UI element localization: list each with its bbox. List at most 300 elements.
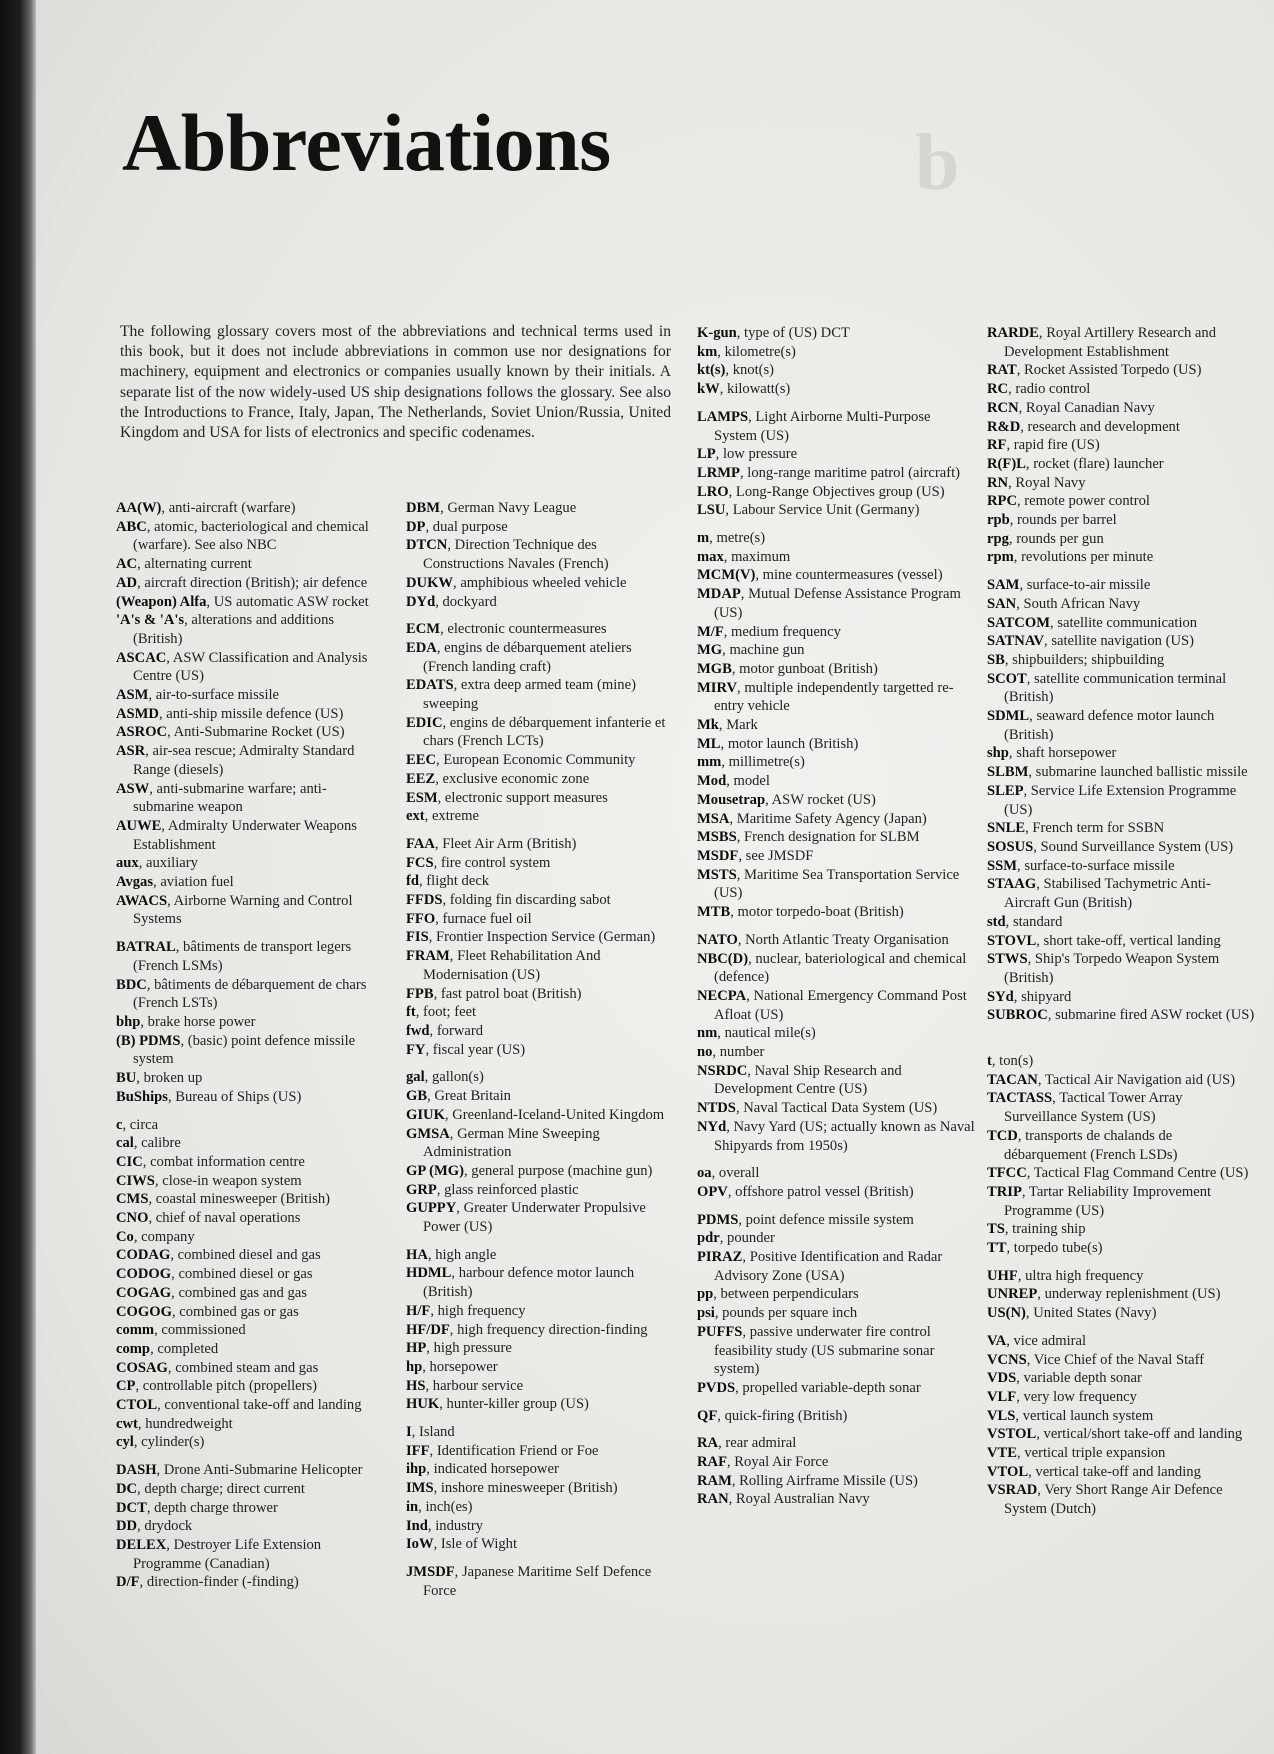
entry-term: cwt [116,1415,138,1432]
entry-definition: satellite communication terminal (British) [1004,670,1227,706]
glossary-column-4 [987,324,1255,1519]
entry-term: MSA [697,810,730,827]
glossary-entry: UNREP, underway replenishment (US) [987,1286,1221,1303]
glossary-entry: AUWE, Admiralty Underwater Weapons Establishment [116,817,357,853]
glossary-entry: ihp, indicated horsepower [406,1461,559,1478]
entry-term: EEC [406,752,437,769]
glossary-entry: FY, fiscal year (US) [406,1041,526,1058]
glossary-entry: ML, motor launch (British) [697,735,859,752]
glossary-entry: VCNS, Vice Chief of the Naval Staff [987,1351,1205,1368]
glossary-entry: aux, auxiliary [116,855,198,872]
entry-term: Mk [697,717,719,734]
entry-term: EDIC [406,714,443,731]
entry-definition: satellite communication [1057,614,1198,631]
glossary-entry: 'A's & 'A's, alterations and additions (British) [116,612,335,647]
glossary-entry: ABC, atomic, bacteriological and chemical (warfare). See also NBC [116,518,369,554]
glossary-entry: TACTASS, Tactical Tower Array Surveillance System (US) [987,1090,1183,1126]
glossary-entry: SAM, surface-to-air missile [987,577,1151,594]
glossary-entry: SATCOM, satellite communication [987,614,1198,631]
glossary-entry: IFF, Identification Friend or Foe [406,1442,599,1459]
glossary-entry: FIS, Frontier Inspection Service (German) [406,929,656,946]
glossary-entry: STWS, Ship's Torpedo Weapon System (British) [987,951,1220,986]
glossary-entry: c, circa [116,1116,159,1133]
group-gap [697,1425,977,1434]
entry-term: LRO [697,483,729,500]
glossary-entry: CIWS, close-in weapon system [116,1172,302,1189]
entry-definition: pounder [727,1230,775,1247]
entry-definition: Rolling Airframe Missile (US) [739,1472,918,1489]
glossary-entry: HDML, harbour defence motor launch (British) [406,1265,635,1301]
entry-term: DCT [116,1499,147,1516]
entry-definition: amphibious wheeled vehicle [460,574,627,591]
entry-term: MG [697,642,723,659]
entry-definition: combined gas and gas [178,1284,307,1301]
entry-definition: vertical launch system [1022,1407,1154,1424]
glossary-entry: PDMS, point defence missile system [697,1211,914,1228]
glossary-entry: CP, controllable pitch (propellers) [116,1378,318,1395]
glossary-entry: EEC, European Economic Community [406,752,636,769]
entry-definition: Long-Range Objectives group (US) [735,483,945,500]
glossary-entry: MSA, Maritime Safety Agency (Japan) [697,810,927,827]
entry-definition: high frequency direction-finding [457,1321,648,1338]
glossary-entry: DCT, depth charge thrower [116,1499,278,1516]
entry-definition: multiple independently targetted re-entry vehicle [714,679,954,715]
entry-term: UHF [987,1267,1018,1284]
entry-term: FFDS [406,892,443,909]
entry-definition: atomic, bacteriological and chemical (warfare). See also NBC [133,518,369,554]
entry-definition: knot(s) [732,362,775,379]
entry-definition: Stabilised Tachymetric Anti-Aircraft Gun (British) [1004,876,1211,912]
entry-definition: United States (Navy) [1033,1305,1157,1322]
entry-term: rpm [987,549,1014,566]
entry-definition: pounds per square inch [722,1305,858,1322]
entry-definition: anti-aircraft (warfare) [168,500,296,516]
entry-definition: point defence missile system [745,1211,914,1228]
entry-definition: calibre [141,1135,181,1152]
glossary-entry: GRP, glass reinforced plastic [406,1181,579,1198]
glossary-entry: RPC, remote power control [987,493,1150,510]
entry-term: RPC [987,493,1017,510]
glossary-entry: mm, millimetre(s) [697,754,805,771]
glossary-entry: no, number [697,1044,765,1061]
glossary-entry: QF, quick-firing (British) [697,1407,848,1424]
entry-term: NECPA [697,987,747,1004]
entry-term: H/F [406,1302,431,1319]
entry-definition: Mark [726,717,758,734]
glossary-entry: MGB, motor gunboat (British) [697,660,878,677]
glossary-entry: Avgas, aviation fuel [116,874,234,891]
glossary-entry: ASMD, anti-ship missile defence (US) [116,705,344,722]
entry-definition: vertical triple expansion [1024,1445,1166,1462]
glossary-entry: DYd, dockyard [406,593,497,610]
entry-term: VCNS [987,1351,1027,1368]
entry-term: JMSDF [406,1563,455,1580]
glossary-entry: std, standard [987,913,1063,930]
glossary-entry: I, Island [406,1424,455,1441]
entry-term: max [697,548,724,565]
entry-term: DP [406,518,426,535]
entry-term: CODOG [116,1266,172,1283]
entry-definition: general purpose (machine gun) [471,1162,653,1179]
group-gap [987,1025,1255,1052]
entry-definition: (basic) point defence missile system [133,1032,356,1068]
entry-definition: foot; feet [423,1004,477,1021]
group-gap [987,1323,1255,1332]
entry-term: FIS [406,929,429,946]
entry-definition: Fleet Air Arm (British) [442,835,577,852]
entry-definition: horsepower [429,1358,498,1375]
entry-definition: US automatic ASW rocket [213,593,369,610]
entry-definition: drydock [144,1518,193,1535]
entry-definition: indicated horsepower [433,1461,559,1478]
entry-term: c [116,1116,123,1133]
entry-term: RAM [697,1472,732,1489]
group-gap [406,1059,676,1068]
entry-definition: long-range maritime patrol (aircraft) [747,464,960,481]
entry-term: ihp [406,1461,427,1478]
entry-definition: vice admiral [1013,1332,1087,1349]
entry-term: nm [697,1025,718,1042]
glossary-entry: CODOG, combined diesel or gas [116,1266,313,1283]
entry-term: PVDS [697,1379,736,1396]
glossary-entry: MSTS, Maritime Sea Transportation Service (US) [697,866,960,902]
entry-term: TACTASS [987,1090,1053,1107]
entry-term: ECM [406,621,441,638]
entry-definition: anti-submarine warfare; anti-submarine weapon [133,780,327,816]
glossary-entry: PVDS, propelled variable-depth sonar [697,1379,921,1396]
entry-definition: Tactical Air Navigation aid (US) [1044,1071,1236,1088]
entry-term: GB [406,1088,428,1105]
entry-term: LAMPS [697,408,749,425]
group-gap [697,520,977,529]
entry-term: LSU [697,502,726,519]
entry-term: COGAG [116,1284,172,1301]
entry-term: EDA [406,639,437,656]
glossary-entry: EEZ, exclusive economic zone [406,770,590,787]
entry-definition: close-in weapon system [162,1172,302,1189]
entry-term: K-gun [697,325,737,341]
glossary-entry: comm, commissioned [116,1322,246,1339]
entry-definition: Tactical Flag Command Centre (US) [1033,1165,1249,1182]
glossary-entry: TACAN, Tactical Air Navigation aid (US) [987,1071,1236,1088]
glossary-entry: nm, nautical mile(s) [697,1025,816,1042]
entry-term: TCD [987,1127,1018,1144]
entry-term: Mousetrap [697,791,766,808]
entry-definition: rapid fire (US) [1013,437,1100,454]
entry-term: STWS [987,951,1028,968]
glossary-column-3 [697,324,977,1509]
entry-definition: Tactical Tower Array Surveillance System (US) [1004,1090,1183,1126]
glossary-entry: pp, between perpendiculars [697,1286,859,1303]
glossary-entry: COSAG, combined steam and gas [116,1359,319,1376]
glossary-entry: FAA, Fleet Air Arm (British) [406,835,577,852]
glossary-entry: FFDS, folding fin discarding sabot [406,892,611,909]
entry-definition: folding fin discarding sabot [449,892,611,909]
group-gap [697,922,977,931]
entry-term: m [697,530,710,547]
entry-term: MTB [697,904,731,921]
glossary-entry: TCD, transports de chalands de débarquement (French LSDs) [987,1127,1178,1163]
entry-term: BATRAL [116,939,176,956]
glossary-entry: m, metre(s) [697,530,766,547]
entry-definition: depth charge; direct current [144,1480,305,1497]
entry-definition: satellite navigation (US) [1051,633,1195,650]
entry-definition: motor launch (British) [727,735,859,752]
glossary-entry: K-gun, type of (US) DCT [697,325,850,341]
group-gap [697,1155,977,1164]
glossary-entry: H/F, high frequency [406,1302,526,1319]
entry-definition: surface-to-surface missile [1024,857,1175,874]
entry-term: SAN [987,595,1017,612]
glossary-entry: BU, broken up [116,1070,203,1087]
entry-definition: circa [129,1116,159,1133]
glossary-entry: TT, torpedo tube(s) [987,1240,1103,1257]
entry-definition: offshore patrol vessel (British) [735,1183,914,1200]
entry-term: cal [116,1135,134,1152]
entry-term: CIWS [116,1172,155,1189]
entry-term: SATCOM [987,614,1050,631]
entry-definition: Island [418,1424,455,1441]
glossary-entry: SLEP, Service Life Extension Programme (US) [987,782,1237,818]
entry-definition: rounds per barrel [1017,512,1117,529]
entry-term: in [406,1498,419,1515]
entry-definition: Japanese Maritime Self Defence Force [423,1563,652,1599]
glossary-entry: UHF, ultra high frequency [987,1267,1144,1284]
entry-term: COGOG [116,1303,172,1320]
glossary-entry: (B) PDMS, (basic) point defence missile system [116,1032,356,1068]
glossary-entry: MSBS, French designation for SLBM [697,829,920,846]
glossary-entry: COGAG, combined gas and gas [116,1284,307,1301]
entry-term: ASROC [116,724,168,741]
intro-paragraph: The following glossary covers most of the abbreviations and technical terms used in this book, but it does not include abbreviations in common use nor designations for machinery, equipment and electronics or companies usually known by their initials. A separate list of the now widely-used US ship designations follows the glossary. See also the Introductions to France, Italy, Japan, The Netherlands, Soviet Union/Russia, United Kingdom and USA for lists of electronics and specific codenames. [120,323,671,442]
entry-term: t [987,1053,992,1070]
entry-term: ft [406,1004,416,1021]
glossary-entry: pdr, pounder [697,1230,775,1247]
entry-term: NSRDC [697,1062,748,1079]
glossary-entry: M/F, medium frequency [697,623,841,640]
entry-definition: Positive Identification and Radar Advisory Zone (USA) [714,1249,943,1284]
glossary-entry: RARDE, Royal Artillery Research and Development Establishment [987,325,1216,360]
entry-definition: broken up [143,1070,203,1087]
entry-definition: motor gunboat (British) [739,660,878,677]
entry-definition: Very Short Range Air Defence System (Dutch) [1004,1482,1223,1518]
entry-definition: French term for SSBN [1032,820,1165,837]
entry-definition: extreme [431,808,479,825]
entry-term: HA [406,1246,428,1263]
entry-term: psi [697,1305,715,1322]
entry-term: kW [697,381,720,398]
glossary-entry: DC, depth charge; direct current [116,1480,305,1497]
glossary-entry: kt(s), knot(s) [697,362,775,379]
entry-term: I [406,1424,412,1441]
glossary-entry: ASCAC, ASW Classification and Analysis Centre (US) [116,649,368,685]
entry-definition: passive underwater fire control feasibility study (US submarine sonar system) [714,1323,935,1378]
entry-definition: glass reinforced plastic [444,1181,579,1198]
entry-term: STAAG [987,876,1037,893]
glossary-entry: RAF, Royal Air Force [697,1454,829,1471]
entry-term: kt(s) [697,362,726,379]
glossary-entry: DELEX, Destroyer Life Extension Programme (Canadian) [116,1536,322,1572]
glossary-entry: Mod, model [697,773,770,790]
entry-definition: Fleet Rehabilitation And Modernisation (US) [423,948,601,983]
group-gap [987,1258,1255,1267]
glossary-entry: IMS, inshore minesweeper (British) [406,1480,618,1497]
entry-definition: hundredweight [145,1415,233,1432]
book-spine-shadow [0,0,36,1754]
entry-definition: nautical mile(s) [724,1025,816,1042]
entry-definition: Naval Ship Research and Development Centre (US) [714,1062,902,1098]
glossary-entry: NTDS, Naval Tactical Data System (US) [697,1100,938,1117]
entry-term: PIRAZ [697,1249,743,1266]
glossary-entry: LP, low pressure [697,446,798,463]
entry-definition: engins de débarquement infanterie et chars (French LCTs) [423,714,666,750]
glossary-entry: DTCN, Direction Technique des Constructions Navales (French) [406,537,609,573]
entry-term: SATNAV [987,633,1045,650]
glossary-entry: NYd, Navy Yard (US; actually known as Naval Shipyards from 1950s) [697,1118,975,1154]
entry-definition: Greenland-Iceland-United Kingdom [452,1106,665,1123]
entry-term: CODAG [116,1247,171,1264]
entry-term: COSAG [116,1359,168,1376]
entry-term: (B) PDMS [116,1032,181,1049]
entry-definition: Isle of Wight [440,1536,518,1553]
entry-definition: ultra high frequency [1025,1267,1144,1284]
entry-term: NBC(D) [697,950,749,967]
entry-term: PDMS [697,1211,739,1228]
entry-term: gal [406,1069,425,1086]
glossary-entry: FPB, fast patrol boat (British) [406,985,582,1002]
entry-term: TT [987,1240,1007,1257]
glossary-entry: DBM, German Navy League [406,500,577,516]
entry-term: MGB [697,660,732,677]
glossary-entry: MCM(V), mine countermeasures (vessel) [697,567,943,584]
glossary-entry: NBC(D), nuclear, bateriological and chemical (defence) [697,950,967,986]
entry-term: HDML [406,1265,452,1282]
entry-definition: rear admiral [725,1435,797,1452]
entry-definition: high pressure [433,1340,512,1357]
entry-definition: Great Britain [434,1088,511,1105]
entry-term: ESM [406,789,438,806]
entry-definition: rocket (flare) launcher [1033,455,1164,472]
entry-definition: maximum [731,548,791,565]
entry-term: RAN [697,1491,729,1508]
entry-term: NATO [697,931,738,948]
group-gap [116,1452,386,1461]
entry-term: FAA [406,835,435,852]
glossary-entry: TRIP, Tartar Reliability Improvement Programme (US) [987,1183,1212,1219]
glossary-entry: TS, training ship [987,1221,1086,1238]
entry-term: RARDE [987,325,1039,341]
glossary-entry: rpm, revolutions per minute [987,549,1154,566]
glossary-entry: ext, extreme [406,808,479,825]
entry-term: AC [116,556,138,573]
entry-definition: exclusive economic zone [442,770,590,787]
entry-definition: ASW rocket (US) [771,791,876,808]
entry-term: TRIP [987,1183,1022,1200]
entry-definition: Frontier Inspection Service (German) [436,929,656,946]
entry-term: MSBS [697,829,737,846]
entry-definition: German Mine Sweeping Administration [423,1125,600,1161]
entry-definition: dockyard [442,593,497,610]
entry-definition: aviation fuel [160,874,234,891]
entry-definition: depth charge thrower [154,1499,278,1516]
glossary-entry: in, inch(es) [406,1498,473,1515]
entry-term: AD [116,574,138,591]
glossary-entry: FCS, fire control system [406,854,551,871]
entry-definition: combined diesel or gas [178,1266,313,1283]
entry-definition: Destroyer Life Extension Programme (Canadian) [133,1536,322,1572]
glossary-entry: AA(W), anti-aircraft (warfare) [116,500,296,516]
glossary-entry: RCN, Royal Canadian Navy [987,399,1155,416]
glossary-column-2 [406,499,676,1600]
entry-definition: furnace fuel oil [442,910,532,927]
entry-term: cyl [116,1434,134,1451]
glossary-entry: AWACS, Airborne Warning and Control Systems [116,892,353,928]
entry-definition: submarine launched ballistic missile [1035,764,1248,781]
entry-term: SYd [987,988,1014,1005]
entry-term: HP [406,1340,427,1357]
entry-definition: metre(s) [716,530,766,547]
entry-definition: electronic support measures [444,789,608,806]
entry-definition: combined steam and gas [175,1359,319,1376]
entry-term: SAM [987,577,1020,594]
entry-term: Co [116,1228,134,1245]
entry-term: DBM [406,500,441,516]
entry-definition: research and development [1027,418,1180,435]
glossary-entry: max, maximum [697,548,791,565]
glossary-entry: fwd, forward [406,1022,484,1039]
entry-term: CP [116,1378,136,1395]
glossary-entry: ft, foot; feet [406,1004,477,1021]
group-gap [116,1107,386,1116]
glossary-entry: TFCC, Tactical Flag Command Centre (US) [987,1165,1249,1182]
entry-term: R(F)L [987,455,1026,472]
glossary-entry: comp, completed [116,1340,219,1357]
glossary-entry: hp, horsepower [406,1358,498,1375]
entry-term: (Weapon) Alfa [116,593,207,610]
entry-term: EEZ [406,770,436,787]
glossary-entry: ASW, anti-submarine warfare; anti-submarine weapon [116,780,327,816]
glossary-entry: CMS, coastal minesweeper (British) [116,1191,330,1208]
entry-definition: variable depth sonar [1023,1370,1142,1387]
entry-term: DELEX [116,1536,167,1553]
entry-term: fd [406,873,419,890]
glossary-entry: LSU, Labour Service Unit (Germany) [697,502,920,519]
glossary-entry: MTB, motor torpedo-boat (British) [697,904,904,921]
glossary-entry: ASM, air-to-surface missile [116,687,280,704]
glossary-entry: D/F, direction-finder (-finding) [116,1574,299,1591]
entry-definition: harbour defence motor launch (British) [423,1265,635,1301]
entry-definition: Greater Underwater Propulsive Power (US) [423,1200,646,1236]
entry-term: 'A's & 'A's [116,612,185,629]
glossary-entry: HP, high pressure [406,1340,512,1357]
glossary-entry: GIUK, Greenland-Iceland-United Kingdom [406,1106,665,1123]
glossary-entry: VTE, vertical triple expansion [987,1445,1166,1462]
entry-definition: mine countermeasures (vessel) [762,567,943,584]
entry-definition: surface-to-air missile [1026,577,1151,594]
entry-definition: very low frequency [1023,1388,1137,1405]
entry-definition: engins de débarquement ateliers (French landing craft) [423,639,632,675]
entry-term: VLS [987,1407,1016,1424]
glossary-entry: VSTOL, vertical/short take-off and landing [987,1426,1243,1443]
entry-definition: high angle [435,1246,497,1263]
entry-definition: conventional take-off and landing [164,1397,362,1414]
glossary-entry: PUFFS, passive underwater fire control feasibility study (US submarine sonar system) [697,1323,935,1378]
entry-definition: between perpendiculars [720,1286,859,1303]
entry-term: DD [116,1518,138,1535]
entry-term: Avgas [116,874,154,891]
entry-definition: combined gas or gas [179,1303,299,1320]
glossary-entry: gal, gallon(s) [406,1069,484,1086]
